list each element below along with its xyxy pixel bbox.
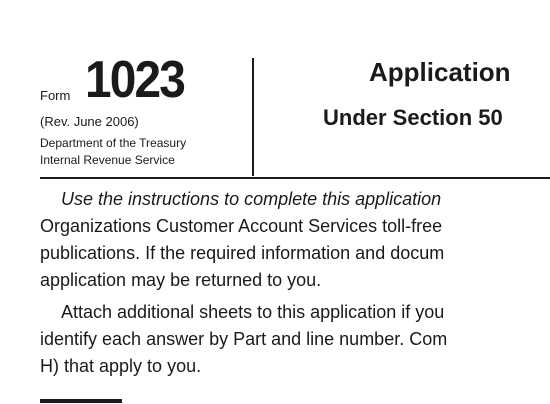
header-horizontal-divider xyxy=(40,177,550,179)
form-title: Application xyxy=(369,57,511,87)
paragraph-line: H) that apply to you. xyxy=(40,356,202,376)
paragraph-line: Attach additional sheets to this application if you xyxy=(61,302,445,322)
attachments-paragraph xyxy=(40,299,550,380)
paragraph-line: publications. If the required information and docum xyxy=(40,243,445,263)
department-name: Department of the Treasury xyxy=(40,136,187,150)
form-subtitle: Under Section 50 xyxy=(323,105,503,130)
revision-date: (Rev. June 2006) xyxy=(40,114,139,129)
header-vertical-divider xyxy=(252,58,254,176)
paragraph-line: identify each answer by Part and line number. Com xyxy=(40,329,448,349)
section-heading-bar xyxy=(40,399,122,403)
agency-name: Internal Revenue Service xyxy=(40,153,175,167)
paragraph-line: Organizations Customer Account Services toll-free xyxy=(40,216,443,236)
paragraph-line: application may be returned to you. xyxy=(40,270,322,290)
form-number: 1023 xyxy=(85,51,185,109)
instructions-paragraph xyxy=(40,186,550,294)
form-label: Form xyxy=(40,88,71,103)
paragraph-line: Use the instructions to complete this application xyxy=(61,189,442,209)
